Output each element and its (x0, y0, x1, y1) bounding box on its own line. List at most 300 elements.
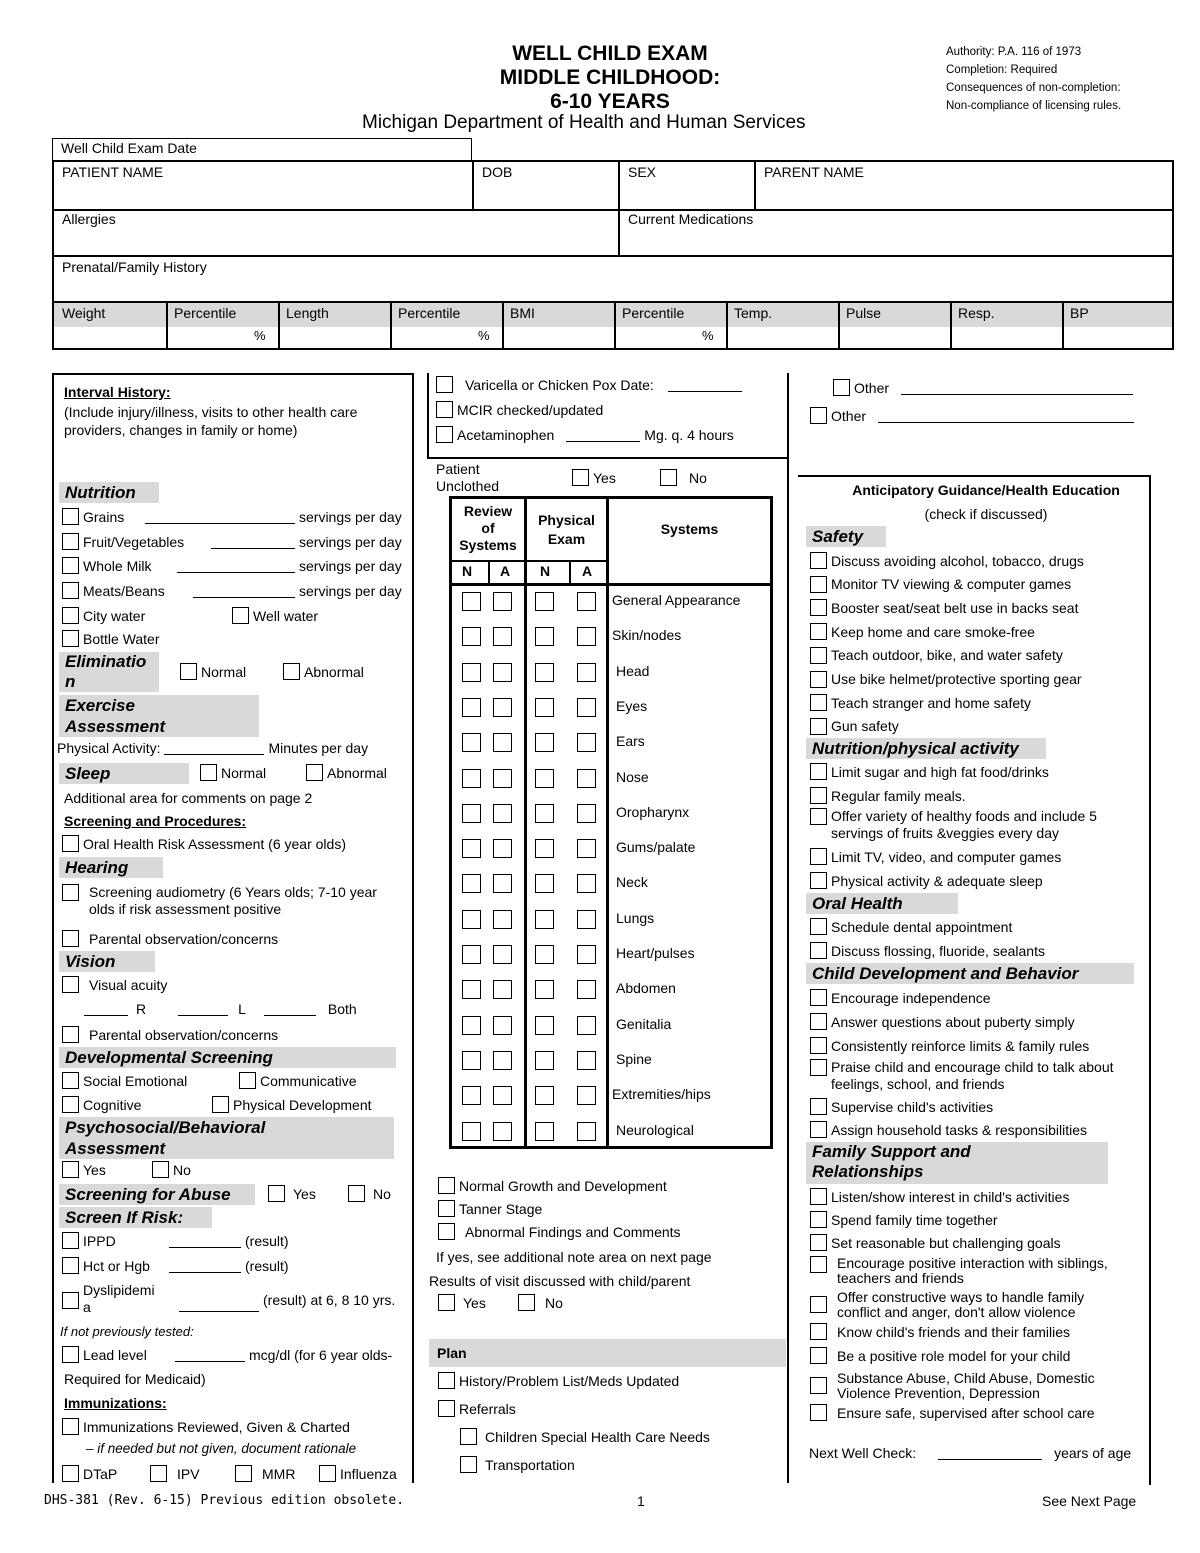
abnormal-findings-row[interactable]: Abnormal Findings and Comments (438, 1223, 681, 1240)
grains-row[interactable] (62, 508, 402, 525)
ros-n-checkbox[interactable] (462, 1016, 481, 1035)
sleep-header: Sleep (59, 763, 189, 784)
vision-header: Vision (59, 951, 155, 972)
pe-n-checkbox[interactable] (535, 980, 554, 999)
demographics-grid (52, 160, 1174, 350)
physical-dev-checkbox[interactable] (212, 1096, 229, 1113)
vision-parental-checkbox[interactable] (62, 1026, 79, 1043)
cognitive-row[interactable]: Cognitive (62, 1096, 141, 1113)
milk-checkbox[interactable] (62, 557, 79, 574)
pe-a-checkbox[interactable] (577, 1122, 596, 1141)
hearing-parental-row[interactable]: Parental observation/concerns (62, 930, 278, 947)
substance-abuse-checkbox[interactable] (810, 1377, 827, 1394)
guidance-label: Answer questions about puberty simply (831, 1013, 1075, 1030)
medicaid-note: Required for Medicaid) (64, 1371, 206, 1387)
guidance-checkbox[interactable] (810, 694, 827, 711)
screen-if-risk-header: Screen If Risk: (59, 1207, 212, 1228)
transport-checkbox[interactable] (460, 1456, 477, 1473)
ros-n-checkbox[interactable] (462, 1086, 481, 1105)
dyslipidemia-row[interactable]: Dyslipidemi a (result) at 6, 8 10 yrs. (62, 1282, 395, 1316)
ensure-safe-row[interactable]: Ensure safe, supervised after school care (810, 1404, 1095, 1421)
guidance-checkbox[interactable] (810, 1121, 827, 1138)
role-model-checkbox[interactable] (810, 1347, 827, 1364)
abuse-yes[interactable]: Yes (268, 1185, 316, 1202)
bottle-water-checkbox[interactable] (62, 630, 79, 647)
vital-field-3[interactable] (390, 326, 502, 348)
guidance-checkbox[interactable] (810, 718, 827, 735)
guidance-item[interactable] (810, 671, 1082, 688)
pe-a-checkbox[interactable] (577, 592, 596, 611)
ros-n-checkbox[interactable] (462, 874, 481, 893)
hearing-parental-checkbox[interactable] (62, 930, 79, 947)
guidance-label: Limit sugar and high fat food/drinks (831, 763, 1049, 780)
results-no[interactable]: No (518, 1294, 563, 1311)
vital-label-6: Temp. (734, 305, 773, 321)
next-well-check-row[interactable]: Next Well Check: years of age (809, 1445, 1132, 1461)
noncompliance-line: Non-compliance of licensing rules. (946, 100, 1122, 112)
pe-a-checkbox[interactable] (577, 627, 596, 646)
pe-n-checkbox[interactable] (535, 1051, 554, 1070)
system-row (450, 866, 772, 901)
vital-field-9[interactable] (1062, 326, 1174, 348)
guidance-item[interactable] (810, 787, 966, 804)
guidance-checkbox[interactable] (810, 763, 827, 780)
vital-field-6[interactable] (726, 326, 838, 348)
ros-a-checkbox[interactable] (493, 1122, 512, 1141)
tanner-checkbox[interactable] (438, 1200, 455, 1217)
history-updated-row[interactable]: History/Problem List/Meds Updated (438, 1372, 679, 1389)
pe-a-checkbox[interactable] (577, 839, 596, 858)
guidance-item[interactable] (810, 623, 1035, 640)
ros-a-checkbox[interactable] (493, 804, 512, 823)
pe-a-checkbox[interactable] (577, 910, 596, 929)
city-water-checkbox[interactable] (62, 607, 79, 624)
guidance-checkbox[interactable] (810, 872, 827, 889)
guidance-item[interactable] (810, 552, 1084, 569)
guidance-item[interactable] (810, 1234, 1061, 1251)
form-number: DHS-381 (Rev. 6-15) Previous edition obsolete. (44, 1493, 405, 1508)
system-row (450, 655, 772, 690)
system-label: Genitalia (616, 1015, 672, 1032)
next-well-field[interactable] (938, 1446, 1042, 1460)
pe-n-checkbox[interactable] (535, 910, 554, 929)
pe-n-checkbox[interactable] (535, 769, 554, 788)
pe-a-checkbox[interactable] (577, 733, 596, 752)
authority-block (946, 43, 1121, 115)
ipv-row[interactable]: IPV (150, 1465, 200, 1482)
dev-screening-header: Developmental Screening (59, 1047, 396, 1068)
guidance-checkbox[interactable] (810, 1037, 827, 1054)
guidance-label: Monitor TV viewing & computer games (831, 576, 1072, 593)
ros-a-checkbox[interactable] (493, 663, 512, 682)
guidance-checkbox[interactable] (810, 787, 827, 804)
family-support-header: Family Support and Relationships (806, 1142, 1108, 1184)
guidance-label: Consistently reinforce limits & family rules (831, 1037, 1090, 1054)
vital-field-5[interactable] (614, 326, 726, 348)
pe-n-checkbox[interactable] (535, 592, 554, 611)
sleep-abnormal-checkbox[interactable] (306, 764, 323, 781)
fruit-row[interactable] (62, 533, 402, 550)
guidance-item[interactable] (810, 942, 1045, 959)
guidance-checkbox[interactable] (810, 1013, 827, 1030)
pe-n-checkbox[interactable] (535, 627, 554, 646)
communicative-row[interactable]: Communicative (239, 1072, 356, 1089)
visual-acuity-checkbox[interactable] (62, 976, 79, 993)
guidance-item[interactable] (810, 1098, 993, 1115)
ros-a-checkbox[interactable] (493, 627, 512, 646)
ros-a-header: A (500, 563, 511, 579)
system-row (450, 690, 772, 725)
other-2-checkbox[interactable] (810, 407, 827, 424)
ros-n-checkbox[interactable] (462, 698, 481, 717)
guidance-label: Spend family time together (831, 1211, 998, 1228)
pe-a-header: A (582, 563, 593, 579)
guidance-item[interactable] (810, 989, 991, 1006)
system-row (450, 902, 772, 937)
ipv-checkbox[interactable] (150, 1465, 167, 1482)
ros-header: Review of Systems (459, 503, 517, 553)
pe-a-checkbox[interactable] (577, 874, 596, 893)
pe-a-checkbox[interactable] (577, 1051, 596, 1070)
know-friends-row[interactable]: Know child's friends and their families (810, 1323, 1070, 1340)
ros-n-checkbox[interactable] (462, 945, 481, 964)
pe-n-checkbox[interactable] (535, 804, 554, 823)
dob-label: DOB (482, 164, 513, 180)
guidance-item[interactable] (810, 718, 899, 735)
guidance-checkbox[interactable] (810, 599, 827, 616)
ros-a-checkbox[interactable] (493, 769, 512, 788)
praise-row[interactable]: Praise child and encourage child to talk about feelings, school, and friends (810, 1059, 1114, 1093)
milk-row[interactable] (62, 557, 402, 574)
ensure-safe-checkbox[interactable] (810, 1404, 827, 1421)
city-water-row[interactable] (62, 607, 145, 624)
other-row-1[interactable]: Other (833, 379, 1133, 396)
ros-a-checkbox[interactable] (493, 1016, 512, 1035)
know-friends-checkbox[interactable] (810, 1323, 827, 1340)
not-previously-tested: If not previously tested: (60, 1324, 194, 1339)
ippd-row[interactable]: IPPD (result) (62, 1232, 289, 1249)
offer-variety-checkbox[interactable] (810, 808, 827, 825)
ros-n-checkbox[interactable] (462, 839, 481, 858)
ros-a-checkbox[interactable] (493, 910, 512, 929)
pe-n-checkbox[interactable] (535, 839, 554, 858)
ros-n-checkbox[interactable] (462, 627, 481, 646)
system-row (450, 831, 772, 866)
ros-n-checkbox[interactable] (462, 910, 481, 929)
offer-constructive-row[interactable]: Offer constructive ways to handle family conflict and anger, don't allow violence (810, 1290, 1084, 1320)
guidance-item[interactable] (810, 647, 1063, 664)
influenza-row[interactable]: Influenza (319, 1465, 397, 1482)
vital-field-1[interactable] (166, 326, 278, 348)
immun-reviewed-checkbox[interactable] (62, 1418, 79, 1435)
ros-a-checkbox[interactable] (493, 874, 512, 893)
guidance-label: Regular family meals. (831, 787, 966, 804)
unclothed-yes[interactable]: Yes (572, 469, 616, 486)
guidance-checkbox[interactable] (810, 647, 827, 664)
dtap-checkbox[interactable] (62, 1465, 79, 1482)
results-no-checkbox[interactable] (518, 1294, 535, 1311)
vital-label-4: BMI (510, 305, 535, 321)
ippd-checkbox[interactable] (62, 1232, 79, 1249)
guidance-label: Keep home and care smoke-free (831, 623, 1035, 640)
results-yes[interactable]: Yes (438, 1294, 486, 1311)
ros-a-checkbox[interactable] (493, 980, 512, 999)
pe-a-checkbox[interactable] (577, 945, 596, 964)
cshcn-row[interactable]: Children Special Health Care Needs (460, 1428, 710, 1445)
ros-a-checkbox[interactable] (493, 698, 512, 717)
hct-row[interactable]: Hct or Hgb (result) (62, 1257, 289, 1274)
system-label: Extremities/hips (612, 1086, 711, 1103)
servings-label: servings per day (299, 508, 402, 525)
milk-label: Whole Milk (83, 557, 152, 574)
ros-a-checkbox[interactable] (493, 839, 512, 858)
vital-field-7[interactable] (838, 326, 950, 348)
vision-parental-row[interactable]: Parental observation/concerns (62, 1026, 278, 1043)
well-water-row[interactable] (232, 607, 318, 624)
ros-n-checkbox[interactable] (462, 769, 481, 788)
pe-a-checkbox[interactable] (577, 698, 596, 717)
cognitive-checkbox[interactable] (62, 1096, 79, 1113)
pe-a-checkbox[interactable] (577, 1086, 596, 1105)
pe-a-checkbox[interactable] (577, 1016, 596, 1035)
dyslipidemia-checkbox[interactable] (62, 1292, 79, 1309)
abnormal-findings-checkbox[interactable] (438, 1223, 455, 1240)
oral-risk-row[interactable]: Oral Health Risk Assessment (6 year olds) (62, 835, 346, 852)
dtap-row[interactable]: DTaP (62, 1465, 117, 1482)
system-row (450, 1078, 772, 1113)
vital-label-2: Length (286, 305, 329, 321)
audiometry-row[interactable]: Screening audiometry (6 Years olds; 7-10 year olds if risk assessment positive (62, 884, 377, 918)
system-row (450, 1043, 772, 1078)
guidance-item[interactable] (810, 1037, 1089, 1054)
pe-n-checkbox[interactable] (535, 874, 554, 893)
immun-rationale-note: – if needed but not given, document rationale (86, 1441, 357, 1456)
fruit-checkbox[interactable] (62, 533, 79, 550)
patient-unclothed-label: Patient Unclothed (436, 461, 500, 494)
guidance-item[interactable] (810, 599, 1078, 616)
guidance-checkbox[interactable] (810, 918, 827, 935)
elimination-abnormal-checkbox[interactable] (283, 663, 300, 680)
current-meds-label: Current Medications (628, 211, 754, 227)
system-row (450, 796, 772, 831)
page-number: 1 (637, 1493, 645, 1509)
guidance-label: Encourage independence (831, 989, 991, 1006)
pe-n-checkbox[interactable] (535, 1122, 554, 1141)
mmr-checkbox[interactable] (235, 1465, 252, 1482)
encourage-interaction-row[interactable]: Encourage positive interaction with siblings, teachers and friends (810, 1256, 1108, 1286)
ros-a-checkbox[interactable] (493, 592, 512, 611)
system-label: Nose (616, 768, 649, 785)
lead-checkbox[interactable] (62, 1346, 79, 1363)
influenza-checkbox[interactable] (319, 1465, 336, 1482)
ros-a-checkbox[interactable] (493, 1051, 512, 1070)
elimination-normal[interactable]: Normal (180, 663, 246, 680)
results-yes-checkbox[interactable] (438, 1294, 455, 1311)
unclothed-no[interactable]: No (660, 469, 707, 486)
abuse-no-checkbox[interactable] (348, 1185, 365, 1202)
pe-n-checkbox[interactable] (535, 945, 554, 964)
guidance-checkbox[interactable] (810, 552, 827, 569)
varicella-date-field[interactable] (668, 378, 742, 392)
varicella-row[interactable]: Varicella or Chicken Pox Date: (436, 376, 742, 393)
minutes-field[interactable] (164, 741, 264, 755)
ros-n-header: N (462, 563, 473, 579)
visual-acuity-row[interactable]: Visual acuity (62, 976, 167, 993)
psychosocial-header: Psychosocial/Behavioral Assessment (59, 1117, 394, 1159)
grains-checkbox[interactable] (62, 508, 79, 525)
elimination-normal-checkbox[interactable] (180, 663, 197, 680)
pe-n-checkbox[interactable] (535, 1086, 554, 1105)
psycho-yes[interactable]: Yes (62, 1161, 106, 1178)
offer-variety-row[interactable]: Offer variety of healthy foods and include 5 servings of fruits &veggies every day (810, 808, 1097, 842)
psycho-no-checkbox[interactable] (152, 1161, 169, 1178)
guidance-checkbox[interactable] (810, 1098, 827, 1115)
pe-n-checkbox[interactable] (535, 698, 554, 717)
physical-dev-row[interactable]: Physical Development (212, 1096, 372, 1113)
guidance-checkbox[interactable] (810, 576, 827, 593)
guidance-label: Gun safety (831, 718, 899, 735)
guidance-item[interactable] (810, 1121, 1087, 1138)
normal-growth-checkbox[interactable] (438, 1177, 455, 1194)
ros-a-checkbox[interactable] (493, 1086, 512, 1105)
ros-n-checkbox[interactable] (462, 1051, 481, 1070)
sleep-normal-checkbox[interactable] (200, 764, 217, 781)
acuity-fields-row[interactable]: R L Both (84, 1001, 357, 1017)
ros-n-checkbox[interactable] (462, 1122, 481, 1141)
role-model-row[interactable]: Be a positive role model for your child (810, 1347, 1070, 1364)
guidance-checkbox[interactable] (810, 989, 827, 1006)
hct-checkbox[interactable] (62, 1257, 79, 1274)
exam-date-box[interactable] (52, 138, 472, 161)
mcir-row[interactable]: MCIR checked/updated (436, 401, 603, 418)
vital-field-0[interactable] (54, 326, 166, 348)
other-row-2[interactable]: Other (810, 407, 1134, 424)
guidance-item[interactable] (810, 694, 1031, 711)
title-line-2: MIDDLE CHILDHOOD: (499, 66, 721, 89)
mmr-row[interactable]: MMR (235, 1465, 295, 1482)
see-next-page: See Next Page (1042, 1493, 1137, 1509)
pe-n-checkbox[interactable] (535, 663, 554, 682)
psycho-no[interactable]: No (152, 1161, 191, 1178)
ros-n-checkbox[interactable] (462, 980, 481, 999)
pe-a-checkbox[interactable] (577, 769, 596, 788)
guidance-checkbox[interactable] (810, 1211, 827, 1228)
pe-a-checkbox[interactable] (577, 980, 596, 999)
varicella-checkbox[interactable] (436, 376, 453, 393)
guidance-checkbox[interactable] (810, 1234, 827, 1251)
mcir-checkbox[interactable] (436, 401, 453, 418)
acetaminophen-row[interactable]: Acetaminophen Mg. q. 4 hours (436, 426, 734, 443)
sleep-abnormal[interactable]: Abnormal (306, 764, 387, 781)
guidance-checkbox[interactable] (810, 623, 827, 640)
psycho-yes-checkbox[interactable] (62, 1161, 79, 1178)
referrals-row[interactable]: Referrals (438, 1400, 516, 1417)
communicative-checkbox[interactable] (239, 1072, 256, 1089)
audiometry-checkbox[interactable] (62, 884, 79, 901)
exercise-header: Exercise Assessment (59, 695, 259, 737)
guidance-item[interactable] (810, 763, 1049, 780)
elimination-abnormal[interactable]: Abnormal (283, 663, 364, 680)
offer-constructive-checkbox[interactable] (810, 1296, 827, 1313)
vital-label-9: BP (1070, 305, 1089, 321)
ros-n-checkbox[interactable] (462, 733, 481, 752)
guidance-checkbox[interactable] (810, 848, 827, 865)
normal-growth-row[interactable]: Normal Growth and Development (438, 1177, 667, 1194)
pe-n-checkbox[interactable] (535, 1016, 554, 1035)
consequences-line: Consequences of non-completion: (946, 82, 1121, 94)
praise-checkbox[interactable] (810, 1059, 827, 1076)
tanner-row[interactable]: Tanner Stage (438, 1200, 542, 1217)
ros-a-checkbox[interactable] (493, 733, 512, 752)
physical-activity-row[interactable]: Physical Activity: Minutes per day (57, 740, 369, 756)
system-row (450, 1114, 772, 1149)
encourage-interaction-checkbox[interactable] (810, 1256, 827, 1273)
guidance-item[interactable] (810, 918, 1012, 935)
lead-row[interactable]: Lead level mcg/dl (for 6 year olds- (62, 1346, 392, 1363)
bottle-water-row[interactable] (62, 630, 160, 647)
guidance-item[interactable] (810, 1211, 998, 1228)
system-label: Neck (616, 874, 648, 891)
social-row[interactable]: Social Emotional (62, 1072, 187, 1089)
guidance-label: Discuss avoiding alcohol, tobacco, drugs (831, 552, 1084, 569)
pe-a-checkbox[interactable] (577, 804, 596, 823)
vital-field-8[interactable] (950, 326, 1062, 348)
guidance-item[interactable] (810, 576, 1071, 593)
form-title (440, 42, 780, 114)
guidance-checkbox[interactable] (810, 1188, 827, 1205)
systems-header: Systems (660, 521, 719, 537)
guidance-checkbox[interactable] (810, 942, 827, 959)
unclothed-no-checkbox[interactable] (660, 469, 677, 486)
meats-row[interactable] (62, 582, 402, 599)
immun-reviewed-row[interactable]: Immunizations Reviewed, Given & Charted (62, 1418, 350, 1435)
acetaminophen-checkbox[interactable] (436, 426, 453, 443)
vital-field-4[interactable] (502, 326, 614, 348)
history-updated-checkbox[interactable] (438, 1372, 455, 1389)
system-row (450, 937, 772, 972)
guidance-checkbox[interactable] (810, 671, 827, 688)
system-label: Spine (616, 1050, 652, 1067)
sleep-normal[interactable]: Normal (200, 764, 266, 781)
meats-checkbox[interactable] (62, 582, 79, 599)
unclothed-yes-checkbox[interactable] (572, 469, 589, 486)
guidance-item[interactable] (810, 848, 1061, 865)
transport-row[interactable]: Transportation (460, 1456, 575, 1473)
pe-n-checkbox[interactable] (535, 733, 554, 752)
abuse-yes-checkbox[interactable] (268, 1185, 285, 1202)
oral-risk-checkbox[interactable] (62, 835, 79, 852)
guidance-label: Teach outdoor, bike, and water safety (831, 647, 1063, 664)
abuse-no[interactable]: No (348, 1185, 391, 1202)
substance-abuse-row[interactable]: Substance Abuse, Child Abuse, Domestic Violence Prevention, Depression (810, 1371, 1095, 1401)
ros-n-checkbox[interactable] (462, 592, 481, 611)
guidance-label: Set reasonable but challenging goals (831, 1234, 1061, 1251)
ros-a-checkbox[interactable] (493, 945, 512, 964)
vital-field-2[interactable] (278, 326, 390, 348)
cshcn-checkbox[interactable] (460, 1428, 477, 1445)
guidance-item[interactable] (810, 872, 1043, 889)
guidance-item[interactable] (810, 1013, 1075, 1030)
well-water-checkbox[interactable] (232, 607, 249, 624)
ros-n-checkbox[interactable] (462, 663, 481, 682)
ros-n-checkbox[interactable] (462, 804, 481, 823)
other-1-checkbox[interactable] (833, 379, 850, 396)
pe-a-checkbox[interactable] (577, 663, 596, 682)
referrals-checkbox[interactable] (438, 1400, 455, 1417)
guidance-item[interactable] (810, 1188, 1069, 1205)
social-checkbox[interactable] (62, 1072, 79, 1089)
system-row (450, 584, 772, 619)
